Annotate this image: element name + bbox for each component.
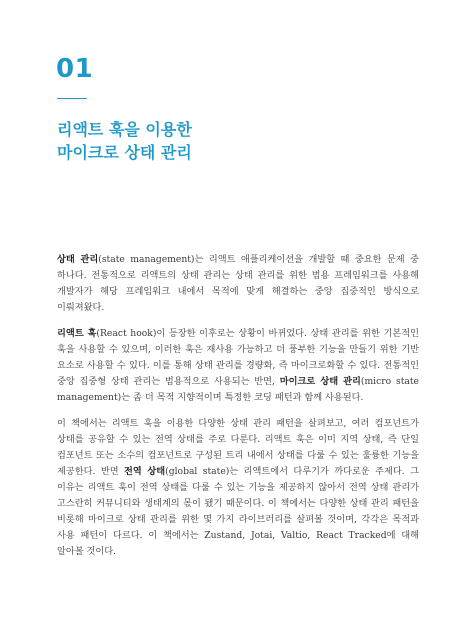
term-global-state: 전역 상태 — [123, 466, 166, 477]
paragraph-global-state — [57, 416, 419, 560]
paragraph-text: (state management)는 리액트 애플리케이션을 개발할 때 중요한 문제 중 하나다. 전통적으로 리액트의 상태 관리는 상태 관리를 위한 범용 프레임워크를 사용해 개발자가 해당 프레임워크 내에서 목적에 맞게 해결하는 중앙 집중적인 방식으로 이뤄져왔다. — [57, 254, 419, 313]
chapter-title — [57, 118, 192, 164]
term-micro-state-management: 마이크로 상태 관리 — [279, 376, 361, 387]
term-react-hook: 리액트 훅 — [57, 328, 97, 339]
paragraph-state-management — [57, 252, 419, 316]
paragraph-text: 이 책에서는 리액트 훅을 이용한 다양한 상태 관리 패턴을 살펴보고, 여러 컴포넌트가 상태를 공유할 수 있는 전역 상태를 주로 다룬다. 리액트 훅은 이미 지역 상태, 즉 단일 컴포넌트 또는 소수의 컴포넌트로 구성된 트리 내에서 상태를 다룰 수 있는 훌륭한 기능을 제공한다. 반면 — [57, 418, 419, 477]
paragraph-text: (global state)는 리액트에서 다루기가 까다로운 주제다. 그 이유는 리액트 훅이 전역 상태를 다룰 수 있는 기능을 제공하지 않아서 전역 상태 관리가 고스란히 커뮤니티와 생태계의 몫이 됐기 때문이다. 이 책에서는 다양한 상태 관리 패턴을 비롯해 마이크로 상태 관리를 위한 몇 가지 라이브러리를 살펴볼 것이며, 각각은 목적과 사용 패턴이 다르다. 이 책에서는 Zustand, Jotai, Valtio, React Tracked에 대해 알아볼 것이다. — [57, 466, 419, 557]
chapter-title-line-1: 리액트 훅을 이용한 — [57, 120, 192, 139]
paragraph-react-hook — [57, 326, 419, 406]
chapter-title-line-2: 마이크로 상태 관리 — [57, 143, 192, 162]
paragraph-text: (micro state management)는 좀 더 목적 지향적이며 특정한 코딩 패턴과 함께 사용된다. — [57, 376, 419, 403]
chapter-body — [57, 252, 419, 570]
term-state-management: 상태 관리 — [57, 254, 99, 265]
chapter-divider — [57, 98, 87, 99]
paragraph-text: (React hook)이 등장한 이후로는 상황이 바뀌었다. 상태 관리를 위한 기본적인 훅을 사용할 수 있으며, 이러한 훅은 재사용 가능하고 더 풍부한 기능을 만들기 위한 기반 요소로 사용할 수 있다. 이를 통해 상태 관리를 경량화, 즉 마이크로화할 수 있다. 전통적인 중앙 집중형 상태 관리는 범용적으로 사용되는 반면, — [57, 328, 420, 387]
chapter-number: 01 — [56, 54, 94, 84]
